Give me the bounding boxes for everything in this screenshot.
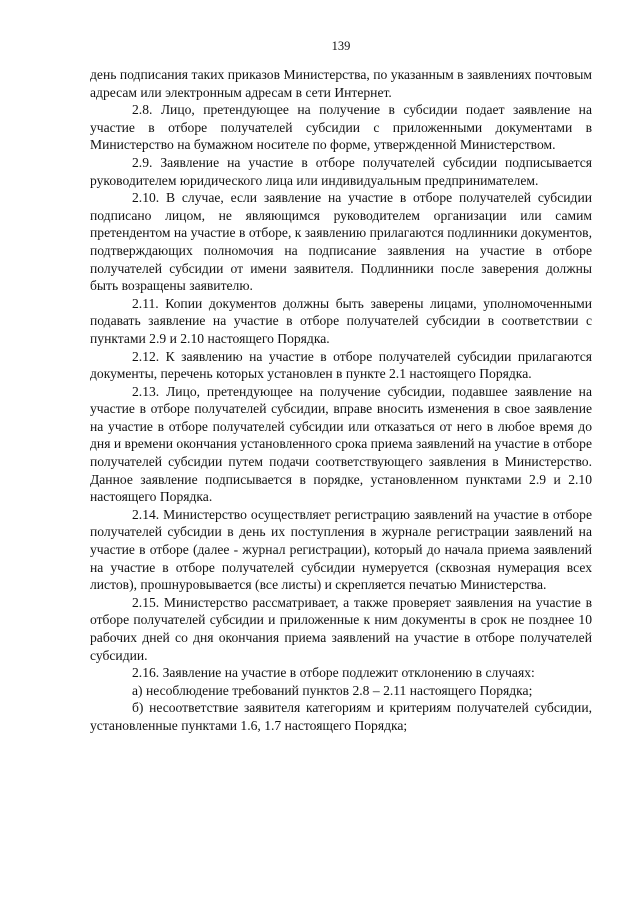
paragraph-2-9: 2.9. Заявление на участие в отборе получателей субсидии подписывается руководителем юридического лица или индивидуальным предпринимателем. xyxy=(90,154,592,188)
paragraph-2-13: 2.13. Лицо, претендующее на получение субсидии, подавшее заявление на участие в отборе получателей субсидии, вправе вносить изменения в свое заявление на участие в отборе получателей субсидии или отказаться от него в любое время до дня и времени окончания установленного срока приема заявлений на участие в отборе получателей субсидии путем подачи соответствующего заявления в Министерство. Данное заявление подписывается в порядке, установленном пунктами 2.9 и 2.10 настоящего Порядка. xyxy=(90,383,592,505)
document-body xyxy=(90,66,592,735)
paragraph-2-12: 2.12. К заявлению на участие в отборе получателей субсидии прилагаются документы, перечень которых установлен в пункте 2.1 настоящего Порядка. xyxy=(90,348,592,382)
list-item-b: б) несоответствие заявителя категориям и критериям получателей субсидии, установленные пунктами 1.6, 1.7 настоящего Порядка; xyxy=(90,700,592,733)
paragraph-2-16: 2.16. Заявление на участие в отборе подлежит отклонению в случаях: xyxy=(132,665,535,681)
paragraph-2-15: 2.15. Министерство рассматривает, а также проверяет заявления на участие в отборе получателей субсидии и приложенные к ним документы в срок не позднее 10 рабочих дней со дня окончания приема заявлений на участие в отборе получателей субсидии. xyxy=(90,594,592,663)
paragraph-2-8: 2.8. Лицо, претендующее на получение в субсидии подает заявление на участие в отборе получателей субсидии с приложенными документами в Министерство на бумажном носителе по форме, утвержденной Министерством. xyxy=(90,102,592,153)
list-item-a: а) несоблюдение требований пунктов 2.8 – 2.11 настоящего Порядка; xyxy=(132,682,533,698)
paragraph-2-10: 2.10. В случае, если заявление на участие в отборе получателей субсидии подписано лицом, не являющимся руководителем организации или самим претендентом на участие в отборе, к заявлению прилагаются подлинники документов, подтверждающих полномочия на подписание заявления на участие в отборе получателей субсидии от имени заявителя. Подлинники после заверения должны быть возращены заявителю. xyxy=(90,190,592,294)
paragraph-continuation: день подписания таких приказов Министерства, по указанным в заявлениях почтовым адресам или электронным адресам в сети Интернет. xyxy=(90,67,592,100)
paragraph-2-14: 2.14. Министерство осуществляет регистрацию заявлений на участие в отборе получателей субсидии в день их поступления в журнале регистрации заявлений на участие в отборе (далее - журнал регистрации), который до начала приема заявлений на участие в отборе получателей субсидии нумеруется (сквозная нумерация всех листов), прошнуровывается (все листы) и скрепляется печатью Министерства. xyxy=(90,506,592,593)
paragraph-2-11: 2.11. Копии документов должны быть заверены лицами, уполномоченными подавать заявление на участие в отборе получателей субсидии в соответствии с пунктами 2.9 и 2.10 настоящего Порядка. xyxy=(90,295,592,346)
page-number: 139 xyxy=(331,39,351,53)
